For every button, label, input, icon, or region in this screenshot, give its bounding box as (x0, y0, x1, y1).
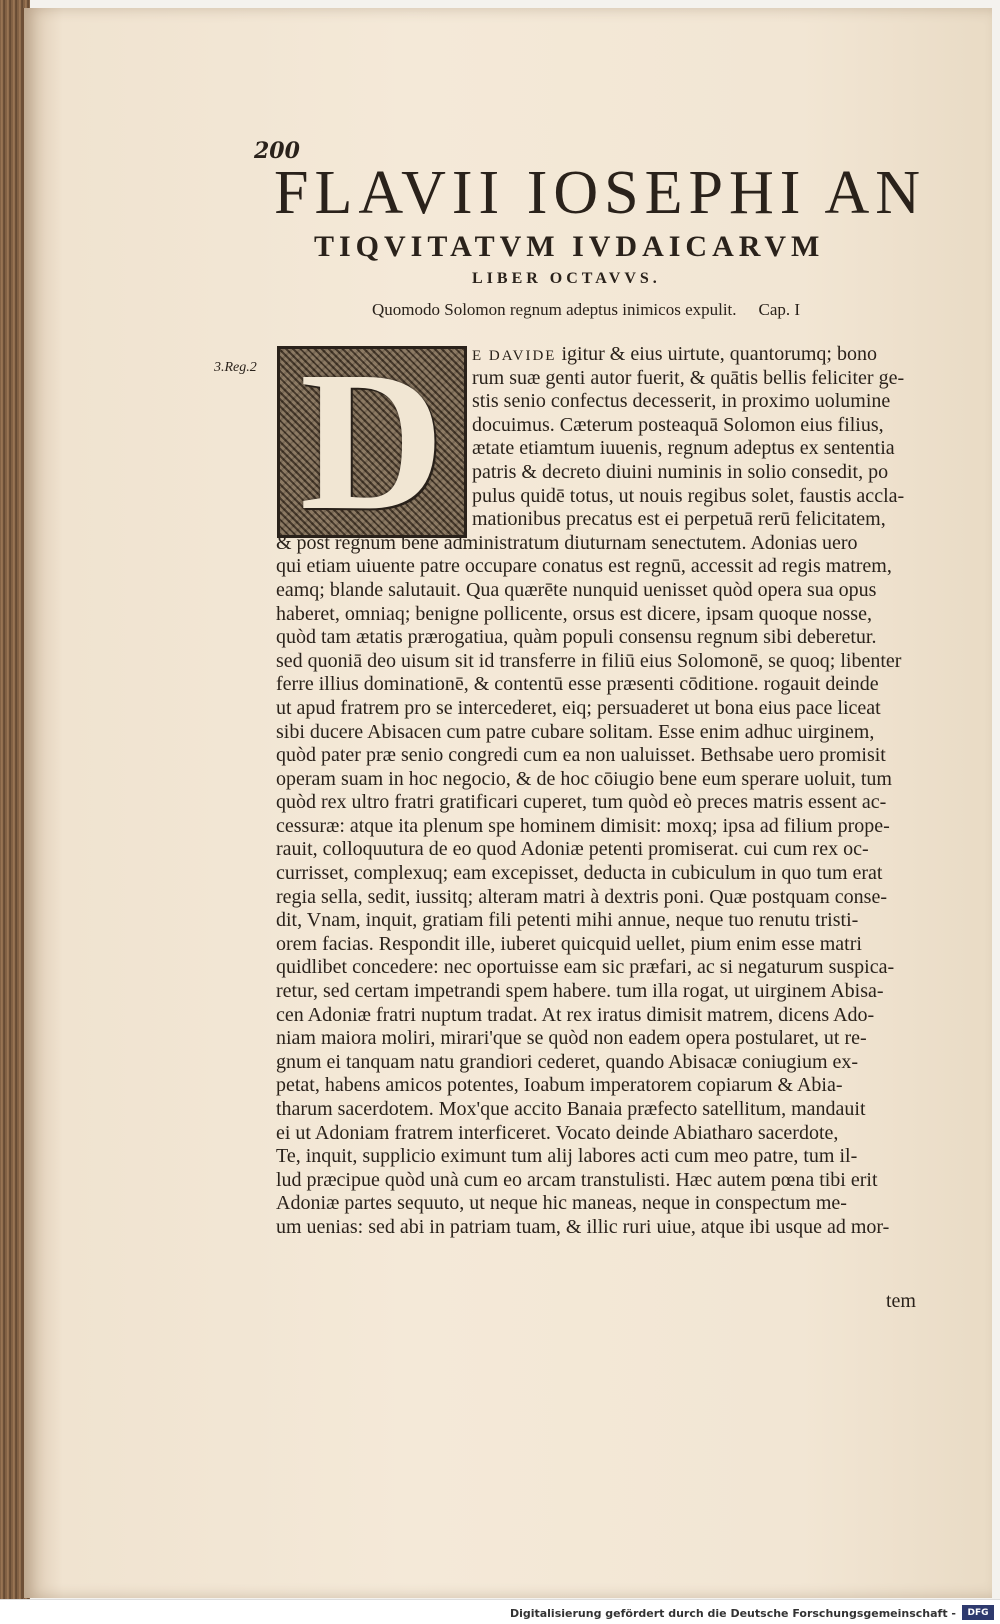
text-line: ei ut Adoniam fratrem interficeret. Vocato deinde Abiatharo sacerdote, (276, 1121, 839, 1144)
body-text (276, 343, 928, 1240)
text-line: rum suæ genti autor fuerit, & quātis bellis feliciter ge- (472, 366, 905, 389)
text-line: quidlibet concedere: nec oportuisse eam sic præfari, ac si negaturum suspica- (276, 956, 895, 979)
text-line (276, 343, 928, 367)
first-word-smallcaps: E DAVIDE (472, 348, 557, 364)
margin-note: 3.Reg.2 (214, 360, 257, 375)
book-page (22, 8, 992, 1598)
text-line: ætate etiamtum iuuenis, regnum adeptus ex sententia (472, 437, 895, 460)
text-line: pulus quidē totus, ut nouis regibus solet, faustis accla- (472, 484, 905, 507)
text-line: regia sella, sedit, iussitq; alteram matri à dextris poni. Quæ postquam conse- (276, 885, 887, 908)
text-line: ut apud fratrem pro se intercederet, eiq; persuaderet ut bona eius pace liceat (276, 696, 881, 719)
chapter-heading (372, 300, 800, 320)
book-label: LIBER OCTAVVS. (472, 270, 661, 287)
text-line: quòd tam ætatis prærogatiua, quàm populi consensu regnum sibi deberetur. (276, 626, 877, 649)
chapter-number: Cap. I (758, 300, 801, 319)
text-line: quòd pater præ senio congredi cum ea non ualuisset. Bethsabe uero promisit (276, 744, 886, 767)
chapter-heading-text: Quomodo Solomon regnum adeptus inimicos expulit. (372, 300, 737, 319)
text-line: cen Adoniæ fratri nuptum tradat. At rex iratus dimisit matrem, dicens Ado- (276, 1003, 875, 1026)
running-title-line-1: FLAVII IOSEPHI AN (274, 159, 927, 227)
footer-bar (0, 1599, 1000, 1624)
text-line: sibi ducere Abisacen cum patre cubare solitam. Esse enim adhuc uirginem, (276, 720, 875, 743)
text-line: mationibus precatus est ei perpetuā rerū felicitatem, (472, 508, 886, 531)
text-line: um uenias: sed abi in patriam tuam, & illic ruri uiue, atque ibi usque ad mor- (276, 1215, 890, 1238)
text-line: currisset, complexuq; eam excepisset, deducta in cubiculum in quo tum erat (276, 862, 883, 885)
text-line: eamq; blande salutauit. Qua quærēte nunquid uenisset quòd opera sua opus (276, 578, 877, 601)
dfg-logo-text: DFG (967, 1607, 989, 1618)
text-line: gnum ei tanquam natu grandiori cederet, quando Abisacæ coniugium ex- (276, 1050, 859, 1073)
running-title-line-2: TIQVITATVM IVDAICARVM (314, 230, 825, 263)
text-line: niam maiora moliri, mirari'que se quòd non eadem opera postularet, ut re- (276, 1027, 867, 1050)
catchword: tem (886, 1290, 916, 1312)
text-line: Te, inquit, supplicio eximunt tum alij labores acti cum meo patre, tum il- (276, 1145, 858, 1168)
drop-cap-letter: D (299, 346, 445, 538)
text-line: sed quoniā deo uisum sit id transferre in filiū eius Solomonē, se quoq; libenter (276, 649, 902, 672)
text-line: lud præcipue quòd unà cum eo arcam transtulisti. Hæc autem pœna tibi erit (276, 1168, 878, 1191)
text-line: stis senio confectus decesserit, in proximo uolumine (472, 390, 891, 413)
text-line: orem facias. Respondit ille, iuberet quicquid uellet, pium enim esse matri (276, 932, 862, 955)
text-line: ferre illius dominationē, & contentū esse præsenti cōditione. rogauit deinde (276, 673, 879, 696)
page-number: 200 (254, 138, 300, 164)
text-line: tharum sacerdotem. Mox'que accito Banaia præfecto satellitum, mandauit (276, 1098, 866, 1120)
text-line: rauit, colloquutura de eo quod Adoniæ petenti promiserat. cui cum rex oc- (276, 838, 869, 861)
text-line: cessuræ: atque ita plenum spe hominem dimisit: moxq; ipsa ad filium prope- (276, 814, 890, 837)
text-line-content: igitur & eius uirtute, quantorumq; bono (556, 343, 877, 365)
text-line: dit, Vnam, inquit, gratiam fili petenti mihi annue, neque tuo renutu tristi- (276, 909, 859, 932)
text-line: operam suam in hoc negocio, & de hoc cōiugio bene eum sperare uoluit, tum (276, 767, 892, 790)
text-line: petat, habens amicos potentes, Ioabum imperatorem copiarum & Abia- (276, 1074, 843, 1097)
text-line: qui etiam uiuente patre occupare conatus est regnū, accessit ad regis matrem, (276, 555, 892, 578)
text-line: Adoniæ partes sequuto, ut neque hic maneas, neque in conspectum me- (276, 1192, 847, 1215)
text-line: docuimus. Cæterum posteaquā Solomon eius filius, (472, 413, 884, 436)
footer-credit: Digitalisierung gefördert durch die Deutsche Forschungsgemeinschaft - (509, 1607, 956, 1620)
text-line: & post regnum bene administratum diuturnam senectutem. Adonias uero (276, 531, 858, 554)
dfg-logo-icon (962, 1605, 994, 1620)
text-line: patris & decreto diuini numinis in solio consedit, po (472, 460, 889, 483)
text-line: retur, sed certam impetrandi spem habere. tum illa rogat, ut uirginem Abisa- (276, 980, 884, 1003)
text-line: haberet, omniaq; benigne pollicente, orsus est dicere, ipsam quoque nosse, (276, 602, 872, 625)
text-line: quòd rex ultro fratri gratificari cuperet, tum quòd eò preces matris essent ac- (276, 791, 887, 814)
